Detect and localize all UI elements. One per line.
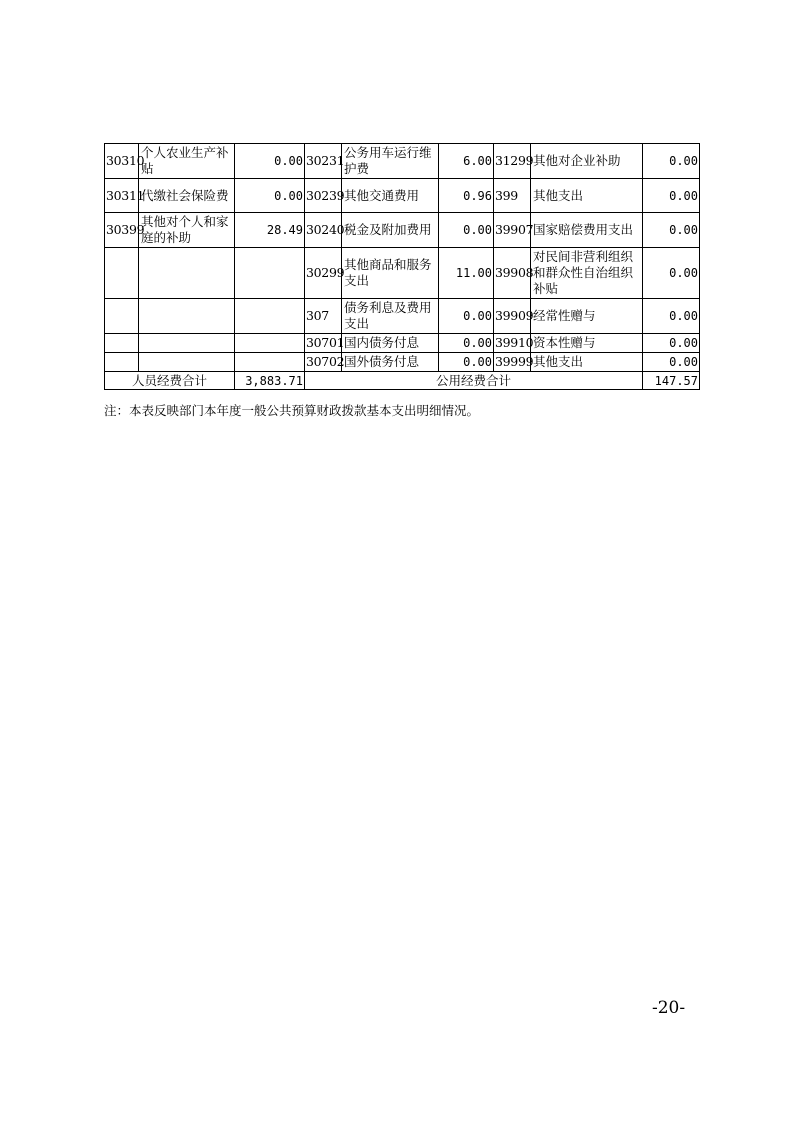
public-item: 国外债务付息 (342, 353, 439, 372)
personnel-code (105, 299, 139, 334)
public-amount: 0.96 (439, 179, 494, 213)
public-code: 30702 (305, 353, 342, 372)
public-item: 公务用车运行维护费 (342, 144, 439, 179)
other-code: 31299 (494, 144, 531, 179)
personnel-amount (235, 334, 305, 353)
other-amount: 0.00 (643, 248, 700, 299)
personnel-total-value: 3,883.71 (235, 372, 305, 390)
totals-row (105, 372, 700, 390)
other-item: 经常性赠与 (531, 299, 643, 334)
personnel-amount (235, 248, 305, 299)
personnel-item (139, 299, 235, 334)
other-item: 资本性赠与 (531, 334, 643, 353)
personnel-code (105, 353, 139, 372)
other-amount: 0.00 (643, 334, 700, 353)
public-item: 其他商品和服务支出 (342, 248, 439, 299)
personnel-code: 30310 (105, 144, 139, 179)
public-amount: 0.00 (439, 334, 494, 353)
public-amount: 0.00 (439, 213, 494, 248)
other-amount: 0.00 (643, 299, 700, 334)
other-item: 其他对企业补助 (531, 144, 643, 179)
other-code: 399 (494, 179, 531, 213)
public-amount: 6.00 (439, 144, 494, 179)
personnel-code: 30311 (105, 179, 139, 213)
table-body (105, 144, 700, 372)
personnel-item: 个人农业生产补贴 (139, 144, 235, 179)
public-code: 30701 (305, 334, 342, 353)
personnel-item (139, 334, 235, 353)
public-item: 税金及附加费用 (342, 213, 439, 248)
public-amount: 0.00 (439, 299, 494, 334)
table-row (105, 334, 700, 353)
table-row (105, 179, 700, 213)
expenditure-detail-table (104, 143, 700, 390)
personnel-item (139, 353, 235, 372)
table-note: 注：本表反映部门本年度一般公共预算财政拨款基本支出明细情况。 (104, 403, 480, 418)
public-code: 30240 (305, 213, 342, 248)
personnel-amount: 0.00 (235, 144, 305, 179)
other-amount: 0.00 (643, 144, 700, 179)
public-code: 30231 (305, 144, 342, 179)
public-total-value: 147.57 (643, 372, 700, 390)
other-item: 其他支出 (531, 179, 643, 213)
public-amount: 11.00 (439, 248, 494, 299)
personnel-amount (235, 353, 305, 372)
table-row (105, 299, 700, 334)
table-row (105, 213, 700, 248)
other-code: 39908 (494, 248, 531, 299)
other-item: 对民间非营利组织和群众性自治组织补贴 (531, 248, 643, 299)
other-code: 39907 (494, 213, 531, 248)
other-amount: 0.00 (643, 353, 700, 372)
personnel-item: 其他对个人和家庭的补助 (139, 213, 235, 248)
public-code: 30239 (305, 179, 342, 213)
other-code: 39909 (494, 299, 531, 334)
table-row (105, 353, 700, 372)
other-amount: 0.00 (643, 213, 700, 248)
other-item: 国家赔偿费用支出 (531, 213, 643, 248)
public-code: 30299 (305, 248, 342, 299)
personnel-amount: 28.49 (235, 213, 305, 248)
personnel-code (105, 334, 139, 353)
public-amount: 0.00 (439, 353, 494, 372)
other-code: 39999 (494, 353, 531, 372)
table-row (105, 144, 700, 179)
public-item: 国内债务付息 (342, 334, 439, 353)
personnel-total-label: 人员经费合计 (105, 372, 235, 390)
personnel-item: 代缴社会保险费 (139, 179, 235, 213)
other-code: 39910 (494, 334, 531, 353)
public-item: 其他交通费用 (342, 179, 439, 213)
personnel-amount: 0.00 (235, 179, 305, 213)
other-item: 其他支出 (531, 353, 643, 372)
personnel-amount (235, 299, 305, 334)
personnel-item (139, 248, 235, 299)
public-code: 307 (305, 299, 342, 334)
personnel-code: 30399 (105, 213, 139, 248)
table-row (105, 248, 700, 299)
personnel-code (105, 248, 139, 299)
public-item: 债务利息及费用支出 (342, 299, 439, 334)
public-total-label: 公用经费合计 (305, 372, 643, 390)
other-amount: 0.00 (643, 179, 700, 213)
page-number: -20- (652, 998, 686, 1018)
